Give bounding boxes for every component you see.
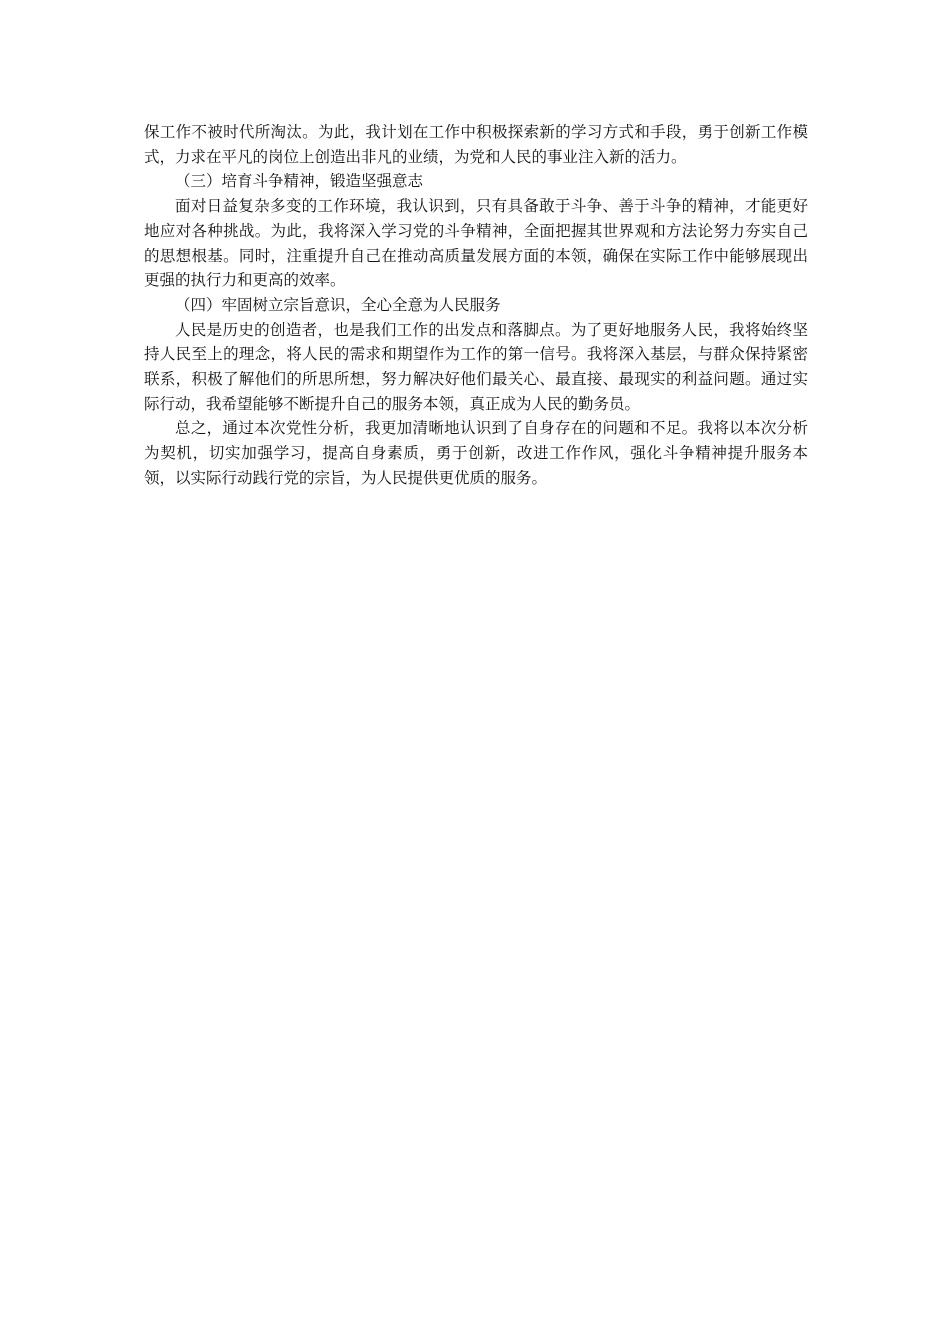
document-body bbox=[144, 120, 808, 491]
section-heading-three: （三）培育斗争精神，锻造坚强意志 bbox=[175, 172, 424, 191]
continued-paragraph: 保工作不被时代所淘汰。为此，我计划在工作中积极探索新的学习方式和手段，勇于创新工作模式，力求在平凡的岗位上创造出非凡的业绩，为党和人民的事业注入新的活力。 bbox=[144, 123, 808, 166]
paragraph-conclusion: 总之，通过本次党性分析，我更加清晰地认识到了自身存在的问题和不足。我将以本次分析为契机，切实加强学习，提高自身素质，勇于创新，改进工作作风，强化斗争精神提升服务本领，以实际行动践行党的宗旨，为人民提供更优质的服务。 bbox=[144, 419, 808, 487]
section-heading-four: （四）牢固树立宗旨意识，全心全意为人民服务 bbox=[175, 295, 501, 314]
paragraph-serve-people: 人民是历史的创造者，也是我们工作的出发点和落脚点。为了更好地服务人民，我将始终坚持人民至上的理念，将人民的需求和期望作为工作的第一信号。我将深入基层，与群众保持紧密联系，积极了解他们的所思所想，努力解决好他们最关心、最直接、最现实的利益问题。通过实际行动，我希望能够不断提升自己的服务本领，真正成为人民的勤务员。 bbox=[144, 320, 808, 413]
paragraph-struggle-spirit: 面对日益复杂多变的工作环境，我认识到，只有具备敢于斗争、善于斗争的精神，才能更好地应对各种挑战。为此，我将深入学习党的斗争精神，全面把握其世界观和方法论努力夯实自己的思想根基。同时，注重提升自己在推动高质量发展方面的本领，确保在实际工作中能够展现出更强的执行力和更高的效率。 bbox=[144, 197, 808, 290]
